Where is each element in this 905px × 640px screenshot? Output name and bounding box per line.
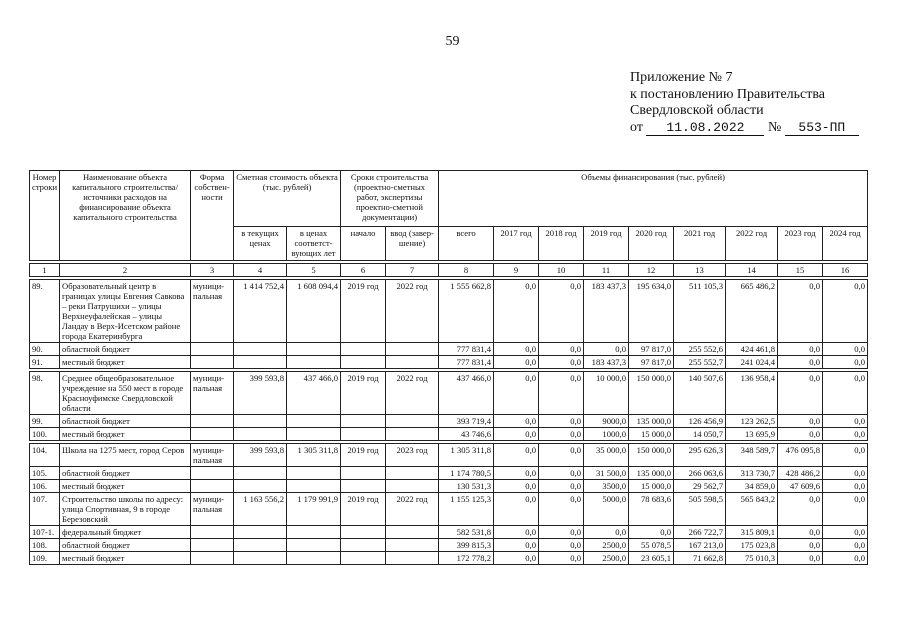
header-terms-end: ввод (завер-шение): [386, 227, 439, 261]
cell-y2023: 0,0: [778, 539, 823, 552]
cell-y2023: 0,0: [778, 526, 823, 539]
cell-num: 90.: [30, 343, 60, 356]
cell-start: 2019 год: [341, 493, 386, 526]
cell-y2023: 0,0: [778, 372, 823, 415]
cell-y2017: 0,0: [494, 356, 539, 369]
document-date: 11.08.2022: [646, 120, 764, 136]
cell-num: 107.: [30, 493, 60, 526]
cell-y2020: 97 817,0: [629, 356, 674, 369]
column-number-cell: 7: [386, 264, 439, 277]
cell-total: 130 531,3: [439, 480, 494, 493]
column-number-cell: 3: [191, 264, 234, 277]
cell-y2019: 1000,0: [584, 428, 629, 441]
column-number-cell: 2: [60, 264, 191, 277]
cell-y2019: 0,0: [584, 343, 629, 356]
table-row: [30, 372, 868, 415]
cell-cost-current: 399 593,8: [234, 372, 287, 415]
cell-cost-current: [234, 428, 287, 441]
cell-form: [191, 356, 234, 369]
cell-end: [386, 552, 439, 565]
cell-y2020: 15 000,0: [629, 428, 674, 441]
header-construction-terms: Сроки строительства (проектно-сметных работ, экспертизы проектно-сметной документации): [341, 171, 439, 227]
header-year: 2020 год: [629, 227, 674, 261]
cell-y2021: 140 507,6: [674, 372, 726, 415]
cell-num: 104.: [30, 444, 60, 467]
cell-start: [341, 539, 386, 552]
cell-y2018: 0,0: [539, 552, 584, 565]
header-cost-adjusted: в ценах соответст-вующих лет: [287, 227, 341, 261]
column-number-cell: 1: [30, 264, 60, 277]
cell-y2018: 0,0: [539, 372, 584, 415]
cell-y2017: 0,0: [494, 539, 539, 552]
cell-y2019: 3500,0: [584, 480, 629, 493]
cell-y2019: 2500,0: [584, 552, 629, 565]
cell-total: 1 155 125,3: [439, 493, 494, 526]
cell-num: 91.: [30, 356, 60, 369]
cell-y2021: 505 598,5: [674, 493, 726, 526]
cell-cost-current: 1 163 556,2: [234, 493, 287, 526]
cell-y2022: 13 695,9: [726, 428, 778, 441]
table-row: [30, 552, 868, 565]
cell-y2017: 0,0: [494, 280, 539, 343]
column-number-cell: 6: [341, 264, 386, 277]
cell-y2020: 150 000,0: [629, 372, 674, 415]
table-row: [30, 480, 868, 493]
cell-y2024: 0,0: [823, 415, 868, 428]
table-body: [30, 277, 868, 565]
cell-cost-current: [234, 415, 287, 428]
column-number-cell: 14: [726, 264, 778, 277]
cell-y2024: 0,0: [823, 526, 868, 539]
cell-start: [341, 467, 386, 480]
cell-y2024: 0,0: [823, 428, 868, 441]
appendix-region: Свердловской области: [630, 103, 764, 118]
cell-start: [341, 480, 386, 493]
cell-cost-current: [234, 552, 287, 565]
cell-form: муници-пальная: [191, 372, 234, 415]
cell-y2017: 0,0: [494, 480, 539, 493]
cell-cost-adjusted: [287, 467, 341, 480]
cell-total: 777 831,4: [439, 343, 494, 356]
cell-y2023: 0,0: [778, 356, 823, 369]
cell-y2022: 348 589,7: [726, 444, 778, 467]
table-row: [30, 415, 868, 428]
cell-num: 98.: [30, 372, 60, 415]
cell-y2018: 0,0: [539, 343, 584, 356]
cell-cost-adjusted: [287, 343, 341, 356]
cell-end: 2022 год: [386, 280, 439, 343]
column-number-row: [30, 264, 868, 277]
header-year: 2018 год: [539, 227, 584, 261]
cell-y2021: 71 662,8: [674, 552, 726, 565]
cell-name: местный бюджет: [60, 480, 191, 493]
column-number-cell: 13: [674, 264, 726, 277]
column-number-cell: 9: [494, 264, 539, 277]
cell-end: [386, 480, 439, 493]
table-row: [30, 526, 868, 539]
cell-total: 1 555 662,8: [439, 280, 494, 343]
cell-form: [191, 552, 234, 565]
cell-form: муници-пальная: [191, 493, 234, 526]
cell-cost-adjusted: [287, 539, 341, 552]
cell-y2020: 0,0: [629, 526, 674, 539]
cell-y2022: 136 958,4: [726, 372, 778, 415]
cell-y2021: 266 722,7: [674, 526, 726, 539]
cell-start: [341, 526, 386, 539]
column-number-cell: 5: [287, 264, 341, 277]
cell-y2022: 123 262,5: [726, 415, 778, 428]
table-row: [30, 356, 868, 369]
column-number-cell: 15: [778, 264, 823, 277]
cell-y2023: 428 486,2: [778, 467, 823, 480]
cell-y2019: 2500,0: [584, 539, 629, 552]
cell-y2019: 9000,0: [584, 415, 629, 428]
cell-y2020: 135 000,0: [629, 415, 674, 428]
cell-end: [386, 526, 439, 539]
column-number-cell: 16: [823, 264, 868, 277]
cell-total: 393 719,4: [439, 415, 494, 428]
cell-y2023: 47 609,6: [778, 480, 823, 493]
cell-cost-current: 399 593,8: [234, 444, 287, 467]
header-row-number: Номер строки: [30, 171, 60, 261]
cell-start: [341, 343, 386, 356]
cell-total: 43 746,6: [439, 428, 494, 441]
cell-num: 99.: [30, 415, 60, 428]
cell-y2024: 0,0: [823, 552, 868, 565]
cell-y2020: 97 817,0: [629, 343, 674, 356]
cell-y2020: 23 605,1: [629, 552, 674, 565]
cell-end: 2022 год: [386, 372, 439, 415]
cell-start: 2019 год: [341, 372, 386, 415]
cell-end: [386, 539, 439, 552]
cell-y2023: 476 095,8: [778, 444, 823, 467]
cell-end: [386, 343, 439, 356]
cell-y2018: 0,0: [539, 356, 584, 369]
cell-num: 105.: [30, 467, 60, 480]
cell-y2021: 255 552,7: [674, 356, 726, 369]
header-terms-start: начало: [341, 227, 386, 261]
cell-y2019: 183 437,3: [584, 356, 629, 369]
appendix-header: [630, 70, 859, 136]
table-row: [30, 539, 868, 552]
cell-y2024: 0,0: [823, 356, 868, 369]
table-row: [30, 280, 868, 343]
cell-cost-current: [234, 526, 287, 539]
header-estimated-cost: Сметная стоимость объекта (тыс. рублей): [234, 171, 341, 227]
cell-y2022: 424 461,8: [726, 343, 778, 356]
cell-total: 172 778,2: [439, 552, 494, 565]
cell-y2023: 0,0: [778, 552, 823, 565]
cell-y2021: 266 063,6: [674, 467, 726, 480]
cell-cost-adjusted: 1 305 311,8: [287, 444, 341, 467]
cell-y2022: 241 024,4: [726, 356, 778, 369]
cell-form: муници-пальная: [191, 444, 234, 467]
table-row: [30, 343, 868, 356]
cell-y2017: 0,0: [494, 493, 539, 526]
cell-y2017: 0,0: [494, 428, 539, 441]
cell-form: [191, 539, 234, 552]
table-row: [30, 493, 868, 526]
header-financing-volume: Объемы финансирования (тыс. рублей): [439, 171, 868, 227]
cell-y2022: 565 843,2: [726, 493, 778, 526]
cell-num: 106.: [30, 480, 60, 493]
cell-y2024: 0,0: [823, 539, 868, 552]
cell-y2021: 511 105,3: [674, 280, 726, 343]
cell-y2018: 0,0: [539, 539, 584, 552]
header-total: всего: [439, 227, 494, 261]
header-year: 2022 год: [726, 227, 778, 261]
cell-form: [191, 526, 234, 539]
cell-y2021: 295 626,3: [674, 444, 726, 467]
cell-y2021: 167 213,0: [674, 539, 726, 552]
cell-y2021: 255 552,6: [674, 343, 726, 356]
cell-cost-adjusted: [287, 356, 341, 369]
cell-total: 777 831,4: [439, 356, 494, 369]
column-number-cell: 11: [584, 264, 629, 277]
cell-y2017: 0,0: [494, 343, 539, 356]
cell-cost-current: [234, 343, 287, 356]
cell-y2018: 0,0: [539, 415, 584, 428]
cell-num: 107-1.: [30, 526, 60, 539]
cell-start: 2019 год: [341, 444, 386, 467]
cell-y2024: 0,0: [823, 467, 868, 480]
cell-y2019: 0,0: [584, 526, 629, 539]
cell-cost-adjusted: [287, 428, 341, 441]
cell-cost-adjusted: [287, 480, 341, 493]
cell-total: 1 174 780,5: [439, 467, 494, 480]
cell-name: федеральный бюджет: [60, 526, 191, 539]
cell-cost-adjusted: [287, 415, 341, 428]
cell-name: местный бюджет: [60, 428, 191, 441]
header-year: 2021 год: [674, 227, 726, 261]
cell-form: [191, 415, 234, 428]
cell-name: областной бюджет: [60, 539, 191, 552]
cell-y2017: 0,0: [494, 372, 539, 415]
cell-y2019: 183 437,3: [584, 280, 629, 343]
cell-y2019: 35 000,0: [584, 444, 629, 467]
cell-total: 437 466,0: [439, 372, 494, 415]
cell-name: Школа на 1275 мест, город Серов: [60, 444, 191, 467]
appendix-title: Приложение № 7: [630, 70, 733, 85]
appendix-date-line: [630, 120, 859, 137]
header-year: 2024 год: [823, 227, 868, 261]
cell-y2024: 0,0: [823, 280, 868, 343]
cell-y2022: 75 010,3: [726, 552, 778, 565]
cell-name: Среднее общеобразовательное учреждение на 550 мест в городе Красноуфимске Свердловской области: [60, 372, 191, 415]
cell-start: [341, 415, 386, 428]
cell-num: 109.: [30, 552, 60, 565]
cell-num: 89.: [30, 280, 60, 343]
cell-end: [386, 467, 439, 480]
cell-end: [386, 415, 439, 428]
page-number: 59: [445, 34, 460, 49]
header-cost-current: в текущих ценах: [234, 227, 287, 261]
cell-y2018: 0,0: [539, 467, 584, 480]
column-number-cell: 10: [539, 264, 584, 277]
table-row: [30, 428, 868, 441]
column-number-cell: 4: [234, 264, 287, 277]
cell-y2024: 0,0: [823, 480, 868, 493]
header-object-name: Наименование объекта капитального строительства/ источники расходов на финансирование объекта капитального строительства: [60, 171, 191, 261]
number-prefix: №: [767, 119, 782, 135]
cell-y2017: 0,0: [494, 552, 539, 565]
table-row: [30, 444, 868, 467]
column-number-cell: 12: [629, 264, 674, 277]
cell-y2019: 5000,0: [584, 493, 629, 526]
cell-form: муници-пальная: [191, 280, 234, 343]
cell-y2020: 15 000,0: [629, 480, 674, 493]
cell-num: 108.: [30, 539, 60, 552]
cell-y2019: 31 500,0: [584, 467, 629, 480]
cell-form: [191, 467, 234, 480]
cell-form: [191, 343, 234, 356]
cell-form: [191, 480, 234, 493]
cell-y2017: 0,0: [494, 415, 539, 428]
cell-y2024: 0,0: [823, 343, 868, 356]
cell-end: 2023 год: [386, 444, 439, 467]
cell-start: [341, 428, 386, 441]
cell-y2023: 0,0: [778, 428, 823, 441]
cell-y2017: 0,0: [494, 467, 539, 480]
cell-y2023: 0,0: [778, 280, 823, 343]
cell-total: 582 531,8: [439, 526, 494, 539]
header-year: 2019 год: [584, 227, 629, 261]
cell-y2018: 0,0: [539, 493, 584, 526]
cell-cost-current: [234, 356, 287, 369]
cell-end: [386, 428, 439, 441]
cell-y2021: 126 456,9: [674, 415, 726, 428]
cell-y2020: 55 078,5: [629, 539, 674, 552]
cell-end: [386, 356, 439, 369]
appendix-subtitle: к постановлению Правительства: [630, 86, 826, 102]
cell-y2021: 29 562,7: [674, 480, 726, 493]
cell-y2023: 0,0: [778, 415, 823, 428]
cell-y2020: 78 683,6: [629, 493, 674, 526]
cell-start: [341, 552, 386, 565]
header-ownership-form: Форма собствен-ности: [191, 171, 234, 261]
cell-name: местный бюджет: [60, 356, 191, 369]
cell-y2024: 0,0: [823, 372, 868, 415]
cell-num: 100.: [30, 428, 60, 441]
cell-y2023: 0,0: [778, 343, 823, 356]
cell-name: Образовательный центр в границах улицы Евгения Савкова – реки Патрушихи – улицы Верхнеуфалейская – улицы Ландау в Верх-Исетском районе города Екатеринбурга: [60, 280, 191, 343]
cell-y2022: 665 486,2: [726, 280, 778, 343]
cell-cost-adjusted: [287, 526, 341, 539]
cell-y2024: 0,0: [823, 444, 868, 467]
cell-end: 2022 год: [386, 493, 439, 526]
cell-start: 2019 год: [341, 280, 386, 343]
cell-cost-current: 1 414 752,4: [234, 280, 287, 343]
cell-y2018: 0,0: [539, 444, 584, 467]
cell-y2017: 0,0: [494, 526, 539, 539]
cell-name: областной бюджет: [60, 467, 191, 480]
cell-y2018: 0,0: [539, 526, 584, 539]
cell-cost-current: [234, 480, 287, 493]
cell-y2021: 14 050,7: [674, 428, 726, 441]
cell-name: областной бюджет: [60, 415, 191, 428]
cell-cost-adjusted: 437 466,0: [287, 372, 341, 415]
cell-y2022: 34 859,0: [726, 480, 778, 493]
cell-name: Строительство школы по адресу: улица Спортивная, 9 в городе Березовский: [60, 493, 191, 526]
cell-y2018: 0,0: [539, 280, 584, 343]
cell-y2017: 0,0: [494, 444, 539, 467]
financing-table: [29, 170, 868, 565]
cell-y2022: 175 023,8: [726, 539, 778, 552]
header-year: 2017 год: [494, 227, 539, 261]
cell-name: областной бюджет: [60, 343, 191, 356]
cell-form: [191, 428, 234, 441]
cell-y2020: 150 000,0: [629, 444, 674, 467]
date-prefix: от: [630, 119, 643, 135]
cell-y2024: 0,0: [823, 493, 868, 526]
cell-y2018: 0,0: [539, 480, 584, 493]
cell-y2019: 10 000,0: [584, 372, 629, 415]
table-row: [30, 467, 868, 480]
cell-y2023: 0,0: [778, 493, 823, 526]
cell-name: местный бюджет: [60, 552, 191, 565]
cell-start: [341, 356, 386, 369]
cell-total: 399 815,3: [439, 539, 494, 552]
cell-cost-current: [234, 539, 287, 552]
cell-y2018: 0,0: [539, 428, 584, 441]
cell-y2022: 313 730,7: [726, 467, 778, 480]
cell-y2020: 135 000,0: [629, 467, 674, 480]
cell-cost-adjusted: 1 608 094,4: [287, 280, 341, 343]
cell-cost-current: [234, 467, 287, 480]
document-number: 553-ПП: [785, 120, 859, 136]
column-number-cell: 8: [439, 264, 494, 277]
cell-cost-adjusted: 1 179 991,9: [287, 493, 341, 526]
cell-y2022: 315 809,1: [726, 526, 778, 539]
header-year: 2023 год: [778, 227, 823, 261]
cell-cost-adjusted: [287, 552, 341, 565]
cell-y2020: 195 634,0: [629, 280, 674, 343]
cell-total: 1 305 311,8: [439, 444, 494, 467]
